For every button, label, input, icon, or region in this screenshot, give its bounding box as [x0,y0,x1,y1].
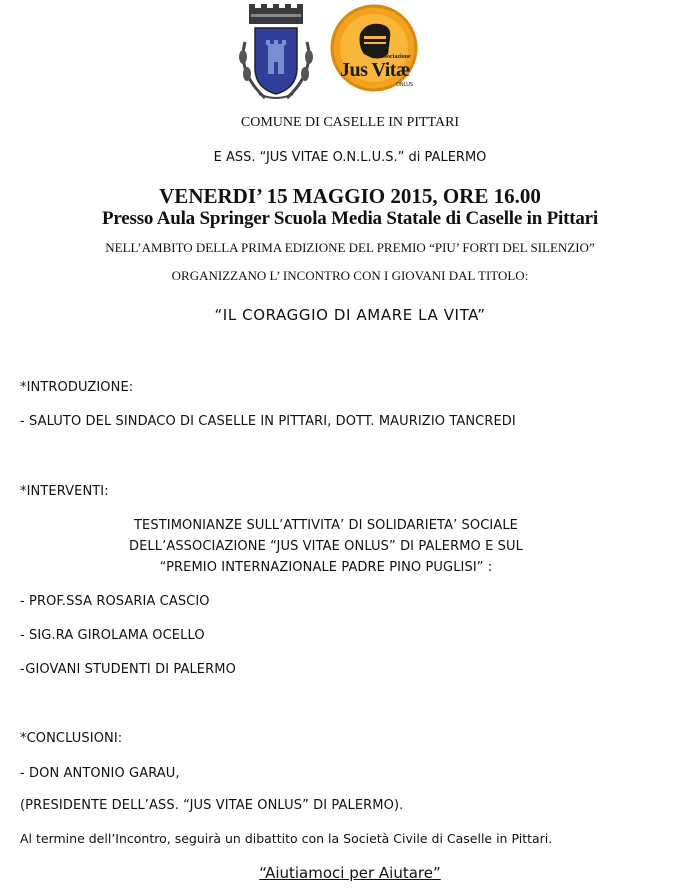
event-venue: Presso Aula Springer Scuola Media Statale di Caselle in Pittari [102,208,598,229]
comune-line: COMUNE DI CASELLE IN PITTARI [240,115,460,130]
introduzione-item: - SALUTO DEL SINDACO DI CASELLE IN PITTARI, DOTT. MAURIZIO TANCREDI [20,414,516,429]
conclusioni-item: - DON ANTONIO GARAU, [20,766,180,781]
interventi-description: TESTIMONIANZE SULL’ATTIVITA’ DI SOLIDARIETA’ SOCIALE [134,518,518,533]
interventi-heading: *INTERVENTI: [20,484,109,499]
event-context: NELL’AMBITO DELLA PRIMA EDIZIONE DEL PREMIO “PIU’ FORTI DEL SILENZIO” [105,240,595,255]
speaker-item: -GIOVANI STUDENTI DI PALERMO [20,662,236,677]
logo-label-top: Associazione [378,54,411,60]
speaker-item: - SIG.RA GIROLAMA OCELLO [20,628,205,643]
event-title: “IL CORAGGIO DI AMARE LA VITA” [214,306,486,324]
conclusioni-heading: *CONCLUSIONI: [20,731,123,746]
logo-label-main: Jus Vitæ [340,59,410,81]
event-date: VENERDI’ 15 MAGGIO 2015, ORE 16.00 [159,184,541,208]
association-line: E ASS. “JUS VITAE O.N.L.U.S.” di PALERMO [213,150,487,165]
coat-of-arms-logo [225,2,325,102]
conclusioni-role: (PRESIDENTE DELL’ASS. “JUS VITAE ONLUS” DI PALERMO). [20,798,404,813]
motto: “Aiutiamoci per Aiutare” [259,864,441,882]
speaker-item: - PROF.SSA ROSARIA CASCIO [20,594,210,609]
event-organize: ORGANIZZANO L’ INCONTRO CON I GIOVANI DAL TITOLO: [171,268,529,283]
interventi-description: “PREMIO INTERNAZIONALE PADRE PINO PUGLISI” : [159,560,493,575]
closing-note: Al termine dell’Incontro, seguirà un dibattito con la Società Civile di Caselle in Pittari. [20,831,553,846]
introduzione-heading: *INTRODUZIONE: [20,380,134,395]
jus-vitae-logo [328,4,420,96]
interventi-description: DELL’ASSOCIAZIONE “JUS VITAE ONLUS” DI PALERMO E SUL [129,539,523,554]
logo-label-sub: ONLUS [396,82,414,88]
